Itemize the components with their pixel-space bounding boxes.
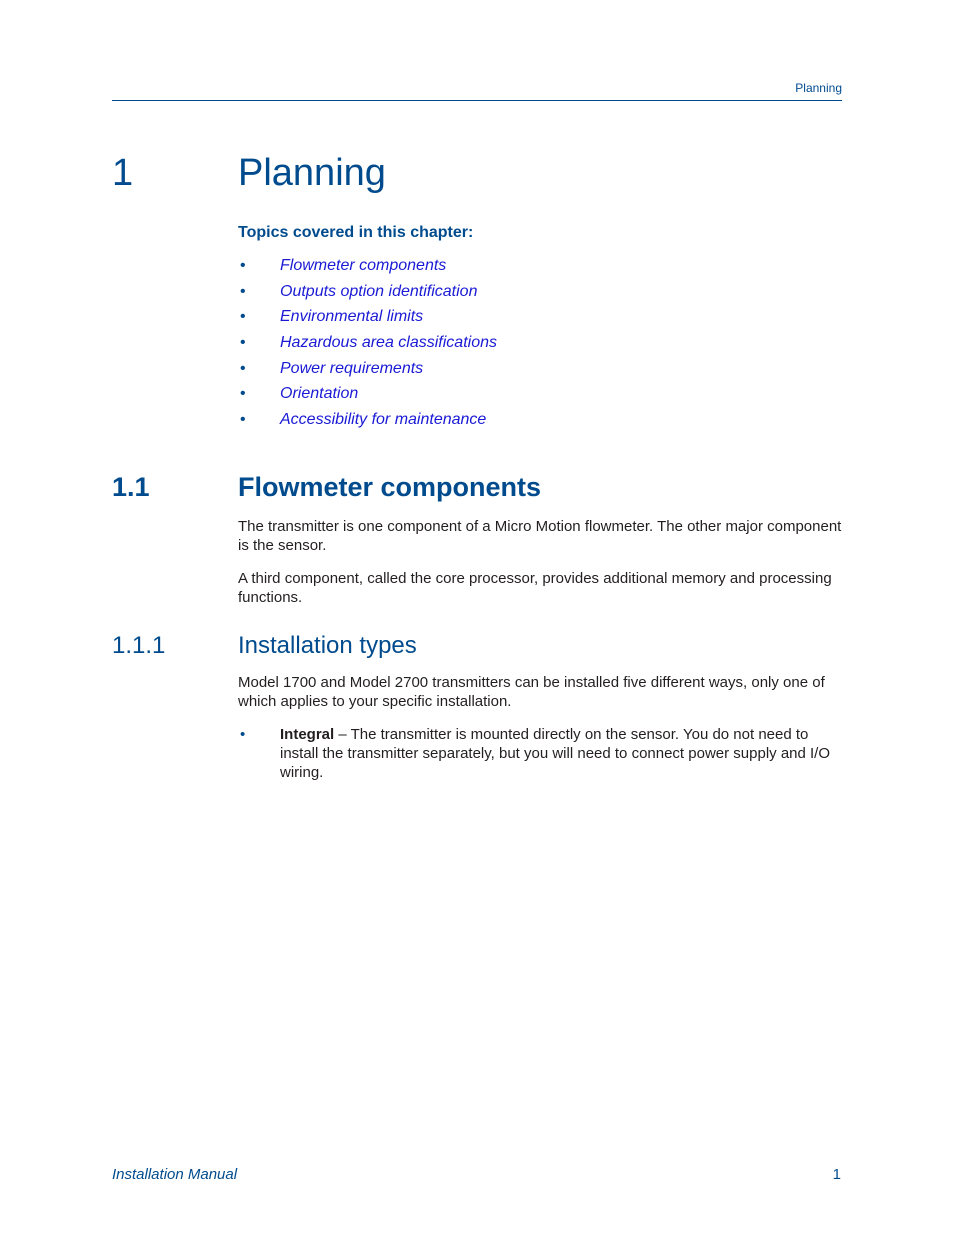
bullet-icon: •: [240, 308, 246, 326]
bullet-icon: •: [240, 385, 246, 403]
topic-link-environmental-limits[interactable]: Environmental limits: [280, 308, 424, 326]
installation-type-item: [280, 726, 842, 782]
installation-type-term: Integral: [280, 726, 335, 743]
footer-manual-title: Installation Manual: [112, 1166, 238, 1183]
section-paragraph: A third component, called the core processor, provides additional memory and processing functions.: [238, 570, 832, 606]
header-rule: [112, 100, 842, 101]
topic-link-flowmeter-components[interactable]: Flowmeter components: [280, 257, 447, 274]
chapter-number: 1: [112, 152, 134, 194]
page-number: 1: [832, 1166, 841, 1183]
section-title: Flowmeter components: [238, 472, 542, 502]
subsection-intro: Model 1700 and Model 2700 transmitters can be installed five different ways, only one of which applies to your specific installation.: [238, 674, 825, 710]
bullet-icon: •: [240, 282, 246, 300]
section-number: 1.1: [112, 472, 150, 502]
bullet-icon: •: [240, 334, 246, 352]
chapter-title: Planning: [238, 152, 386, 194]
bullet-icon: •: [240, 726, 246, 743]
topics-heading: Topics covered in this chapter:: [238, 224, 474, 241]
bullet-icon: •: [240, 411, 246, 429]
section-paragraph: The transmitter is one component of a Micro Motion flowmeter. The other major component is the sensor.: [238, 518, 842, 554]
topic-link-hazardous-area-classifications[interactable]: Hazardous area classifications: [280, 334, 497, 352]
topic-link-power-requirements[interactable]: Power requirements: [280, 359, 424, 377]
bullet-icon: •: [240, 359, 246, 377]
running-header: Planning: [795, 81, 842, 95]
topic-link-orientation[interactable]: Orientation: [280, 385, 359, 403]
subsection-number: 1.1.1: [112, 632, 166, 659]
topic-link-accessibility-for-maintenance[interactable]: Accessibility for maintenance: [280, 411, 487, 429]
bullet-icon: •: [240, 257, 246, 274]
topic-link-outputs-option-identification[interactable]: Outputs option identification: [280, 282, 478, 300]
installation-type-description: – The transmitter is mounted directly on the sensor. You do not need to install the transmitter separately, but you will need to connect power supply and I/O wiring.: [280, 726, 831, 781]
subsection-title: Installation types: [238, 632, 417, 659]
